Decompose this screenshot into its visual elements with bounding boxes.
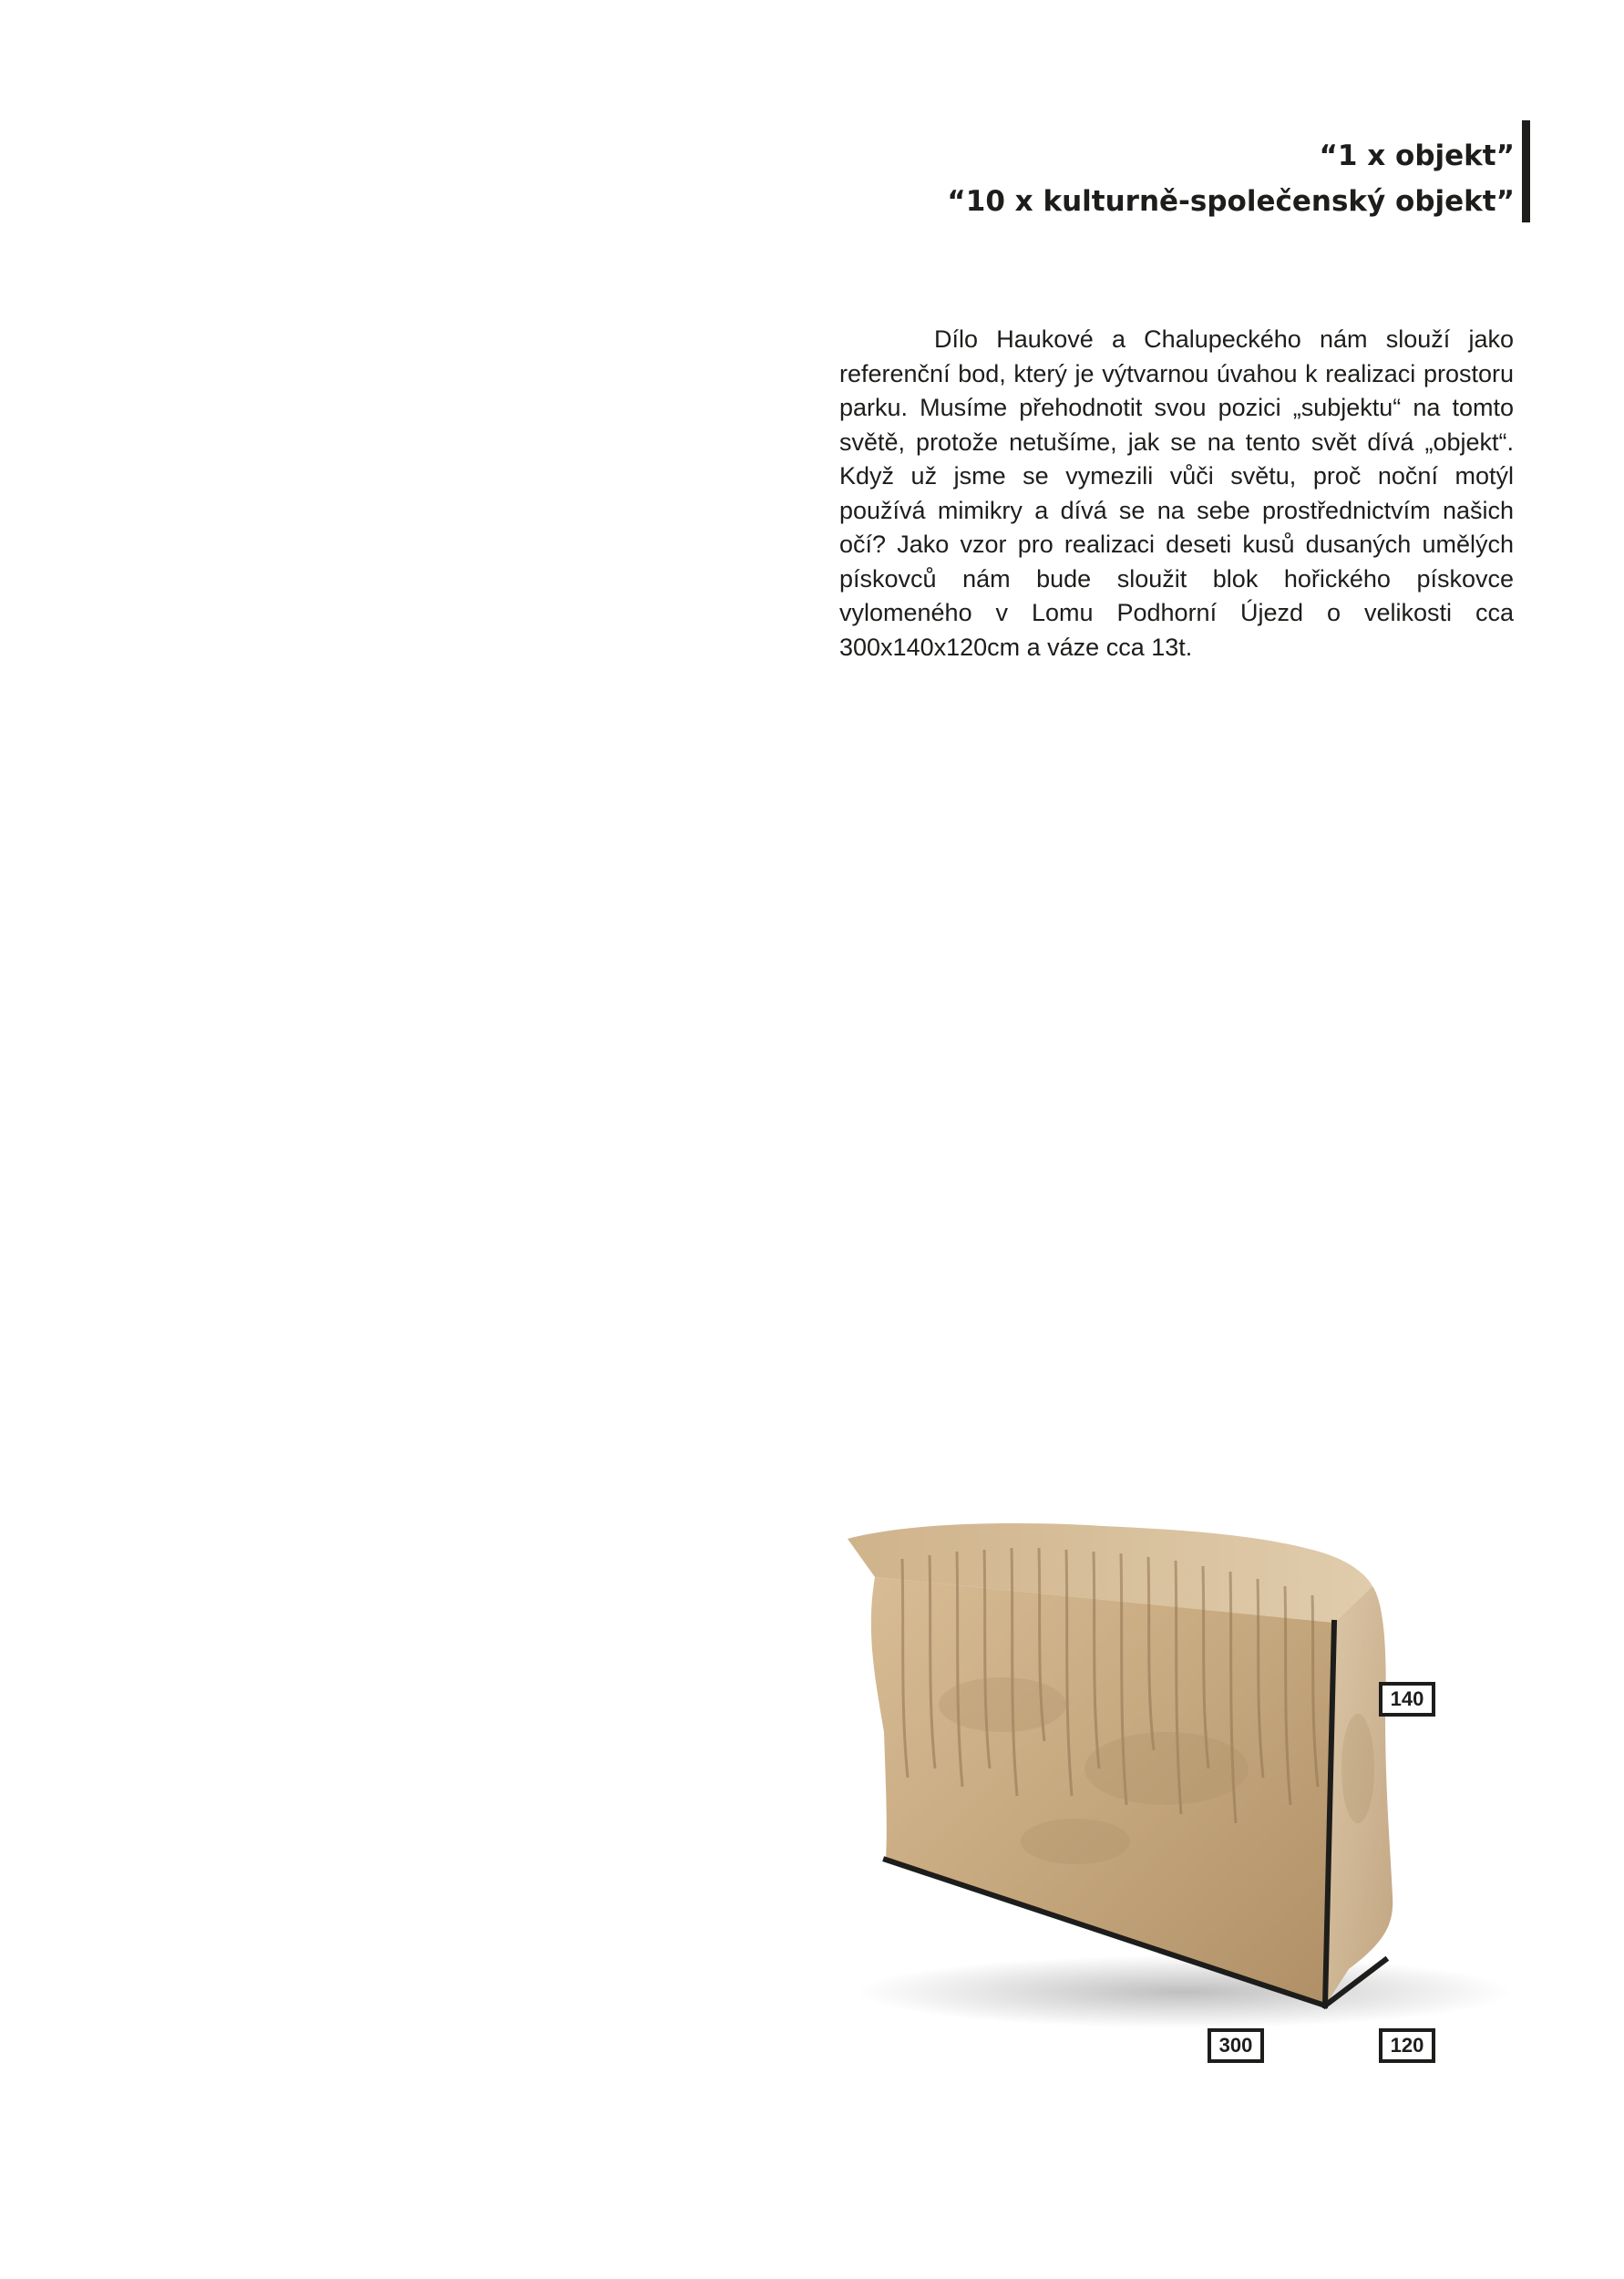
heading-line-2: “10 x kulturně-společenský objekt”: [947, 185, 1515, 218]
sandstone-block-illustration: [802, 1495, 1549, 2133]
body-paragraph: Dílo Haukové a Chalupeckého nám slouží jako referenční bod, který je výtvarnou úvahou k realizaci prostoru parku. Musíme přehodnotit svou pozici „subjektu“ na tomto světě, protože netušíme, jak se na tento svět dívá „objekt“. Když už jsme se vymezili vůči světu, proč noční motýl používá mimikry a dívá se na sebe prostřednictvím našich očí? Jako vzor pro realizaci deseti kusů dusaných umělých pískovců nám bude sloužit blok hořického pískovce vylomeného v Lomu Podhorní Újezd o velikosti cca 300x140x120cm a váze cca 13t.: [839, 325, 1514, 661]
sandstone-block-figure: [802, 1495, 1549, 2133]
length-dimension-label: 300: [1208, 2028, 1264, 2063]
height-dimension-label: 140: [1379, 1682, 1435, 1717]
block-shadow: [857, 1955, 1513, 2028]
depth-dimension-label: 120: [1379, 2028, 1435, 2063]
page-heading: [947, 133, 1515, 224]
heading-line-1: “1 x objekt”: [1319, 139, 1515, 172]
heading-accent-bar: [1522, 120, 1530, 222]
